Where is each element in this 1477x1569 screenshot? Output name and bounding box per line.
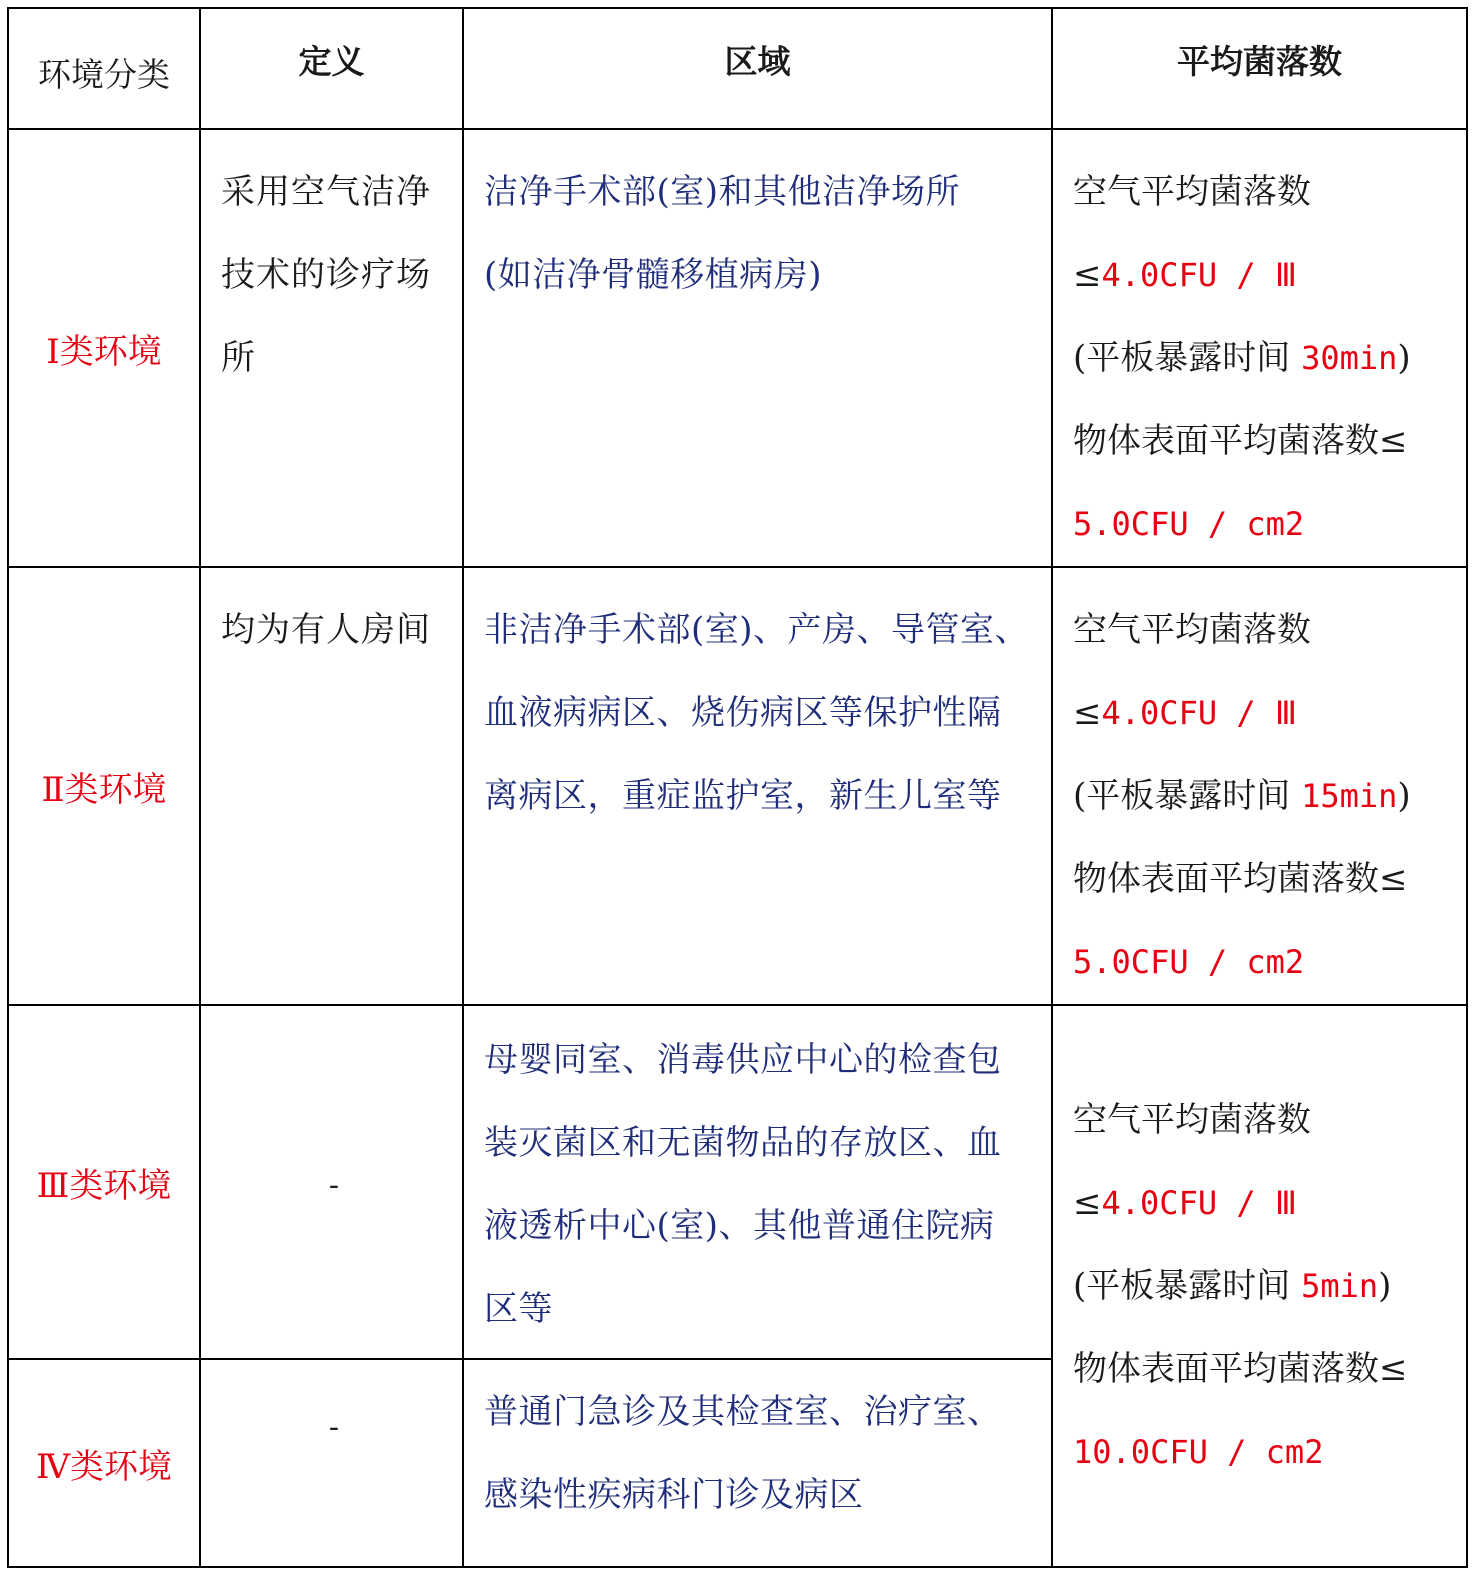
exposure-time: (平板暴露时间 15min)	[1073, 776, 1411, 816]
surface-limit: 5.0CFU / cm2	[1073, 505, 1305, 543]
category-cell: Ⅳ类环境	[8, 1359, 200, 1567]
air-limit: ≤4.0CFU / Ⅲ	[1073, 255, 1297, 295]
header-definition: 定义	[200, 8, 463, 129]
definition-line: 均为有人房间	[221, 610, 431, 650]
category-cell: Ⅰ类环境	[8, 129, 200, 567]
definition-line: 采用空气洁净	[221, 172, 431, 212]
area-line: 母婴同室、消毒供应中心的检查包	[484, 1040, 1002, 1080]
area-line: 血液病病区、烧伤病区等保护性隔	[484, 693, 1002, 733]
area-line: 非洁净手术部(室)、产房、导管室、	[484, 610, 1030, 650]
surface-label: 物体表面平均菌落数≤	[1073, 859, 1408, 899]
air-limit: ≤4.0CFU / Ⅲ	[1073, 693, 1297, 733]
area-cell	[463, 129, 1052, 567]
area-line: 离病区，重症监护室，新生儿室等	[484, 776, 1002, 816]
surface-limit: 5.0CFU / cm2	[1073, 943, 1305, 981]
definition-line: 技术的诊疗场	[221, 255, 431, 295]
surface-label: 物体表面平均菌落数≤	[1073, 421, 1408, 461]
definition-line: 所	[221, 338, 256, 378]
environment-classification-table	[7, 7, 1468, 1568]
standard-cell	[1052, 567, 1467, 1005]
area-cell	[463, 567, 1052, 1005]
surface-limit: 10.0CFU / cm2	[1073, 1432, 1324, 1471]
definition-cell	[200, 567, 463, 1005]
area-line: 区等	[484, 1289, 553, 1329]
air-label: 空气平均菌落数	[1073, 172, 1311, 212]
standard-cell-merged	[1052, 1005, 1467, 1567]
category-cell: Ⅱ类环境	[8, 567, 200, 1005]
table-row	[8, 1005, 1467, 1359]
area-cell	[463, 1005, 1052, 1359]
table-row	[8, 129, 1467, 567]
header-area: 区域	[463, 8, 1052, 129]
definition-cell: -	[200, 1005, 463, 1359]
air-label: 空气平均菌落数	[1073, 610, 1311, 650]
header-avg-colony-count: 平均菌落数	[1052, 8, 1467, 129]
category-cell: Ⅲ类环境	[8, 1005, 200, 1359]
air-label: 空气平均菌落数	[1073, 1099, 1311, 1140]
area-cell	[463, 1359, 1052, 1567]
area-line: (如洁净骨髓移植病房)	[484, 255, 823, 295]
area-line: 洁净手术部(室)和其他洁净场所	[484, 172, 961, 212]
area-line: 感染性疾病科门诊及病区	[484, 1475, 864, 1515]
surface-label: 物体表面平均菌落数≤	[1073, 1348, 1408, 1389]
definition-cell	[200, 129, 463, 567]
area-line: 装灭菌区和无菌物品的存放区、血	[484, 1123, 1002, 1163]
exposure-time: (平板暴露时间 5min)	[1073, 1265, 1392, 1306]
header-category: 环境分类	[8, 8, 200, 129]
area-line: 普通门急诊及其检查室、治疗室、	[484, 1392, 1002, 1432]
standard-cell	[1052, 129, 1467, 567]
exposure-time: (平板暴露时间 30min)	[1073, 338, 1411, 378]
air-limit: ≤4.0CFU / Ⅲ	[1073, 1182, 1297, 1223]
table-row	[8, 567, 1467, 1005]
definition-cell: -	[200, 1359, 463, 1567]
header-row	[8, 8, 1467, 129]
area-line: 液透析中心(室)、其他普通住院病	[484, 1206, 995, 1246]
